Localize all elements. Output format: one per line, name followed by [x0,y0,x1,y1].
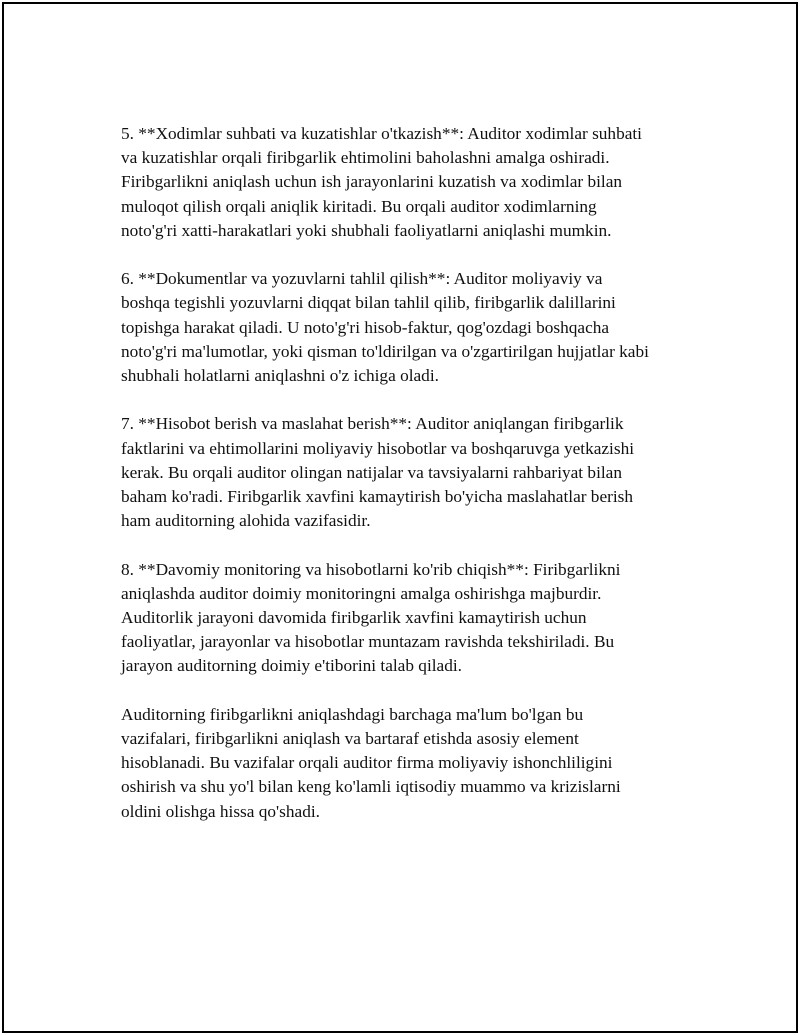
paragraph-continuous-monitoring: 8. **Davomiy monitoring va hisobotlarni ko'rib chiqish**: Firibgarlikni aniqlashda auditor doimiy monitoringni amalga oshirishga majburdir. Auditorlik jarayoni davomida firibgarlik xavfini kamaytirish uchun faoliyatlar, jarayonlar va hisobotlar muntazam ravishda tekshiriladi. Bu jarayon auditorning doimiy e'tiborini talab qiladi. [121,559,621,676]
paragraph-conclusion: Auditorning firibgarlikni aniqlashdagi barchaga ma'lum bo'lgan bu vazifalari, firibgarlikni aniqlash va bartaraf etishda asosiy element hisoblanadi. Bu vazifalar orqali auditor firma moliyaviy ishonchliligini oshirish va shu yo'l bilan keng ko'lamli iqtisodiy muammo va krizislarni oldini olishga hissa qo'shadi. [121,704,621,821]
document-page [2,2,798,1033]
paragraph-document-analysis: 6. **Dokumentlar va yozuvlarni tahlil qilish**: Auditor moliyaviy va boshqa tegishli yozuvlarni diqqat bilan tahlil qilib, firibgarlik dalillarini topishga harakat qiladi. U noto'g'ri hisob-faktur, qog'ozdagi boshqacha noto'g'ri ma'lumotlar, yoki qisman to'ldirilgan va o'zgartirilgan hujjatlar kabi shubhali holatlarni aniqlashni o'z ichiga oladi. [121,269,649,386]
document-body [121,122,701,848]
paragraph-reporting-advice: 7. **Hisobot berish va maslahat berish**: Auditor aniqlangan firibgarlik faktlarini va ehtimollarini moliyaviy hisobotlar va boshqaruvga yetkazishi kerak. Bu orqali auditor olingan natijalar va tavsiyalarni rahbariyat bilan baham ko'radi. Firibgarlik xavfini kamaytirish bo'yicha maslahatlar berish ham auditorning alohida vazifasidir. [121,414,635,531]
paragraph-interviews-observations: 5. **Xodimlar suhbati va kuzatishlar o'tkazish**: Auditor xodimlar suhbati va kuzatishlar orqali firibgarlik ehtimolini baholashni amalga oshiradi. Firibgarlikni aniqlash uchun ish jarayonlarini kuzatish va xodimlar bilan muloqot qilish orqali aniqlik kiritadi. Bu orqali auditor xodimlarning noto'g'ri xatti-harakatlari yoki shubhali faoliyatlarni aniqlashi mumkin. [121,124,642,240]
